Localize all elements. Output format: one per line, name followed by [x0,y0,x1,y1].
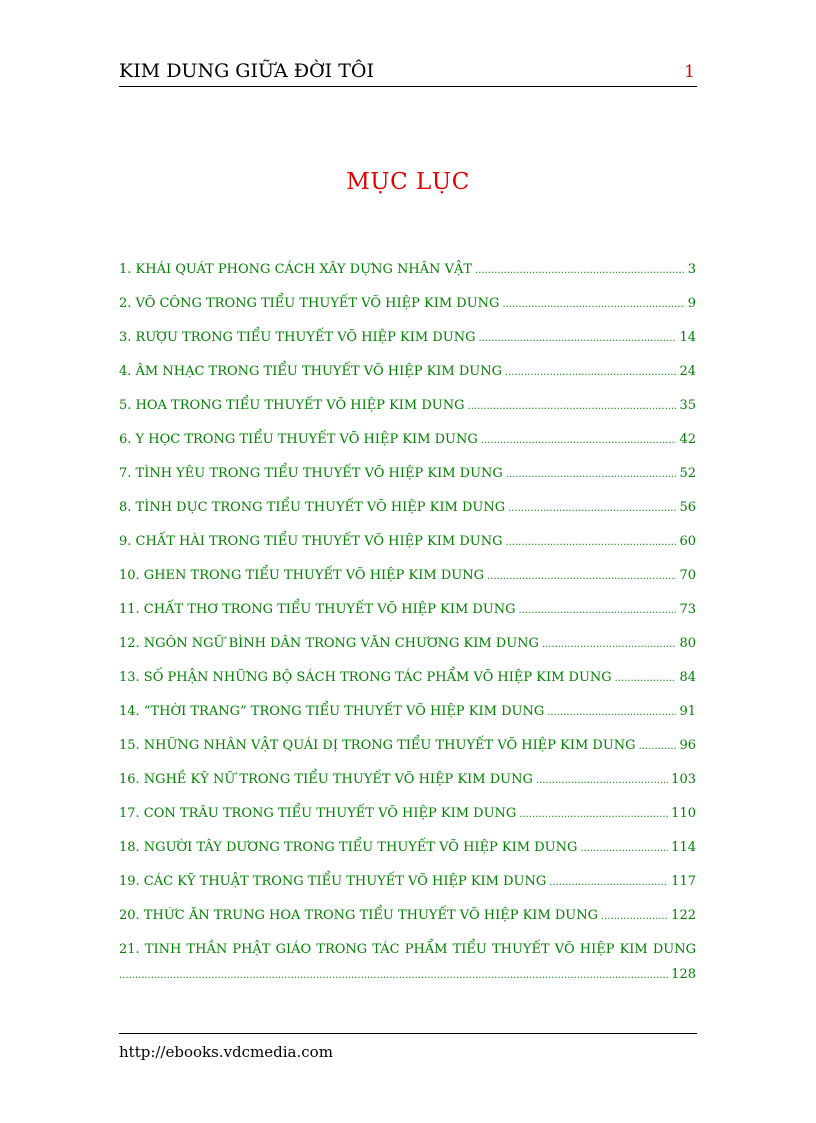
toc-entry-title: 19. CÁC KỸ THUẬT TRONG TIỂU THUYẾT VÕ HIỆP KIM DUNG [119,874,547,889]
toc-entry[interactable] [119,262,696,296]
toc-entry[interactable] [119,874,696,908]
dot-leader [475,262,685,277]
toc-entry-title: 12. NGÔN NGỮ BÌNH DÂN TRONG VĂN CHƯƠNG KIM DUNG [119,636,539,651]
dot-leader [580,840,668,855]
toc-entry[interactable] [119,364,696,398]
toc-entry-title: 16. NGHỀ KỸ NỮ TRONG TIỂU THUYẾT VÕ HIỆP KIM DUNG [119,772,533,787]
toc-entry[interactable] [119,942,696,994]
dot-leader [508,500,676,515]
toc-entry-title: 11. CHẤT THƠ TRONG TIỂU THUYẾT VÕ HIỆP KIM DUNG [119,602,516,617]
toc-entry[interactable] [119,398,696,432]
toc-entry-page: 122 [671,908,696,923]
toc-entry-title: 10. GHEN TRONG TIỂU THUYẾT VÕ HIỆP KIM DUNG [119,568,484,583]
toc-entry-title: 17. CON TRÂU TRONG TIỂU THUYẾT VÕ HIỆP KIM DUNG [119,806,517,821]
footer-divider [119,1033,697,1034]
toc-entry[interactable] [119,738,696,772]
toc-entry-title: 14. “THỜI TRANG” TRONG TIỂU THUYẾT VÕ HIỆP KIM DUNG [119,704,545,719]
toc-entry-title: 2. VÕ CÔNG TRONG TIỂU THUYẾT VÕ HIỆP KIM DUNG [119,296,500,311]
table-of-contents [119,262,696,994]
dot-leader [615,670,677,685]
toc-entry-page: 91 [679,704,696,719]
toc-entry-page: 84 [679,670,696,685]
dot-leader [505,534,676,549]
toc-entry[interactable] [119,636,696,670]
toc-entry-page: 60 [679,534,696,549]
toc-entry-title: 3. RƯỢU TRONG TIỂU THUYẾT VÕ HIỆP KIM DUNG [119,330,476,345]
toc-entry-title: 7. TÌNH YÊU TRONG TIỂU THUYẾT VÕ HIỆP KIM DUNG [119,466,503,481]
toc-entry[interactable] [119,466,696,500]
toc-entry-page: 70 [679,568,696,583]
toc-entry-title: 20. THỨC ĂN TRUNG HOA TRONG TIỂU THUYẾT VÕ HIỆP KIM DUNG [119,908,599,923]
dot-leader [487,568,676,583]
book-title: KIM DUNG GIỮA ĐỜI TÔI [119,60,374,82]
toc-entry[interactable] [119,534,696,568]
toc-entry[interactable] [119,500,696,534]
toc-entry-title: 5. HOA TRONG TIỂU THUYẾT VÕ HIỆP KIM DUNG [119,398,465,413]
dot-leader [468,398,677,413]
dot-leader [639,738,677,753]
dot-leader [478,330,676,345]
dot-leader [505,364,676,379]
dot-leader [601,908,668,923]
dot-leader [502,296,684,311]
toc-entry-title: 1. KHÁI QUÁT PHONG CÁCH XÂY DỰNG NHÂN VẬT [119,262,473,277]
dot-leader [542,636,677,651]
toc-entry-title: 13. SỐ PHẬN NHỮNG BỘ SÁCH TRONG TÁC PHẨM VÕ HIỆP KIM DUNG [119,670,612,685]
toc-entry-page: 14 [679,330,696,345]
toc-entry-page: 35 [679,398,696,413]
dot-leader [481,432,677,447]
page-number: 1 [684,62,695,82]
toc-entry-page: 114 [671,840,696,855]
toc-entry-title: 15. NHỮNG NHÂN VẬT QUÁI DỊ TRONG TIỂU THUYẾT VÕ HIỆP KIM DUNG [119,738,636,753]
dot-leader [506,466,677,481]
toc-entry[interactable] [119,568,696,602]
toc-entry-page: 128 [671,967,696,982]
toc-entry-page: 42 [679,432,696,447]
toc-entry-page: 103 [671,772,696,787]
toc-entry[interactable] [119,806,696,840]
dot-leader [549,874,668,889]
toc-entry-page: 56 [679,500,696,515]
toc-heading: MỤC LỤC [346,169,470,195]
toc-entry-title: 6. Y HỌC TRONG TIỂU THUYẾT VÕ HIỆP KIM DUNG [119,432,478,447]
dot-leader [519,806,668,821]
toc-entry-page: 9 [687,296,696,311]
toc-entry[interactable] [119,432,696,466]
toc-entry[interactable] [119,670,696,704]
toc-entry-title: 21. TINH THẦN PHẬT GIÁO TRONG TÁC PHẨM TIỂU THUYẾT VÕ HIỆP KIM DUNG [119,942,696,957]
toc-entry-page: 117 [671,874,696,889]
toc-entry-page: 52 [679,466,696,481]
toc-entry-page: 80 [679,636,696,651]
toc-entry-page: 96 [679,738,696,753]
toc-entry[interactable] [119,602,696,636]
toc-entry-title: 18. NGƯỜI TÂY DƯƠNG TRONG TIỂU THUYẾT VÕ HIỆP KIM DUNG [119,840,578,855]
toc-entry-title: 4. ÂM NHẠC TRONG TIỂU THUYẾT VÕ HIỆP KIM DUNG [119,364,502,379]
toc-entry[interactable] [119,330,696,364]
toc-entry-page: 110 [671,806,696,821]
toc-entry[interactable] [119,908,696,942]
toc-entry-title: 8. TÌNH DỤC TRONG TIỂU THUYẾT VÕ HIỆP KIM DUNG [119,500,506,515]
dot-leader [519,602,677,617]
toc-entry-title: 9. CHẤT HÀI TRONG TIỂU THUYẾT VÕ HIỆP KIM DUNG [119,534,503,549]
dot-leader [547,704,676,719]
toc-entry[interactable] [119,704,696,738]
dot-leader [119,967,668,982]
toc-entry-page: 73 [679,602,696,617]
toc-entry[interactable] [119,840,696,874]
toc-entry-page: 24 [679,364,696,379]
footer-url[interactable]: http://ebooks.vdcmedia.com [119,1043,333,1061]
dot-leader [536,772,668,787]
toc-entry-page: 3 [687,262,696,277]
toc-entry[interactable] [119,772,696,806]
toc-entry[interactable] [119,296,696,330]
running-header [119,60,697,87]
